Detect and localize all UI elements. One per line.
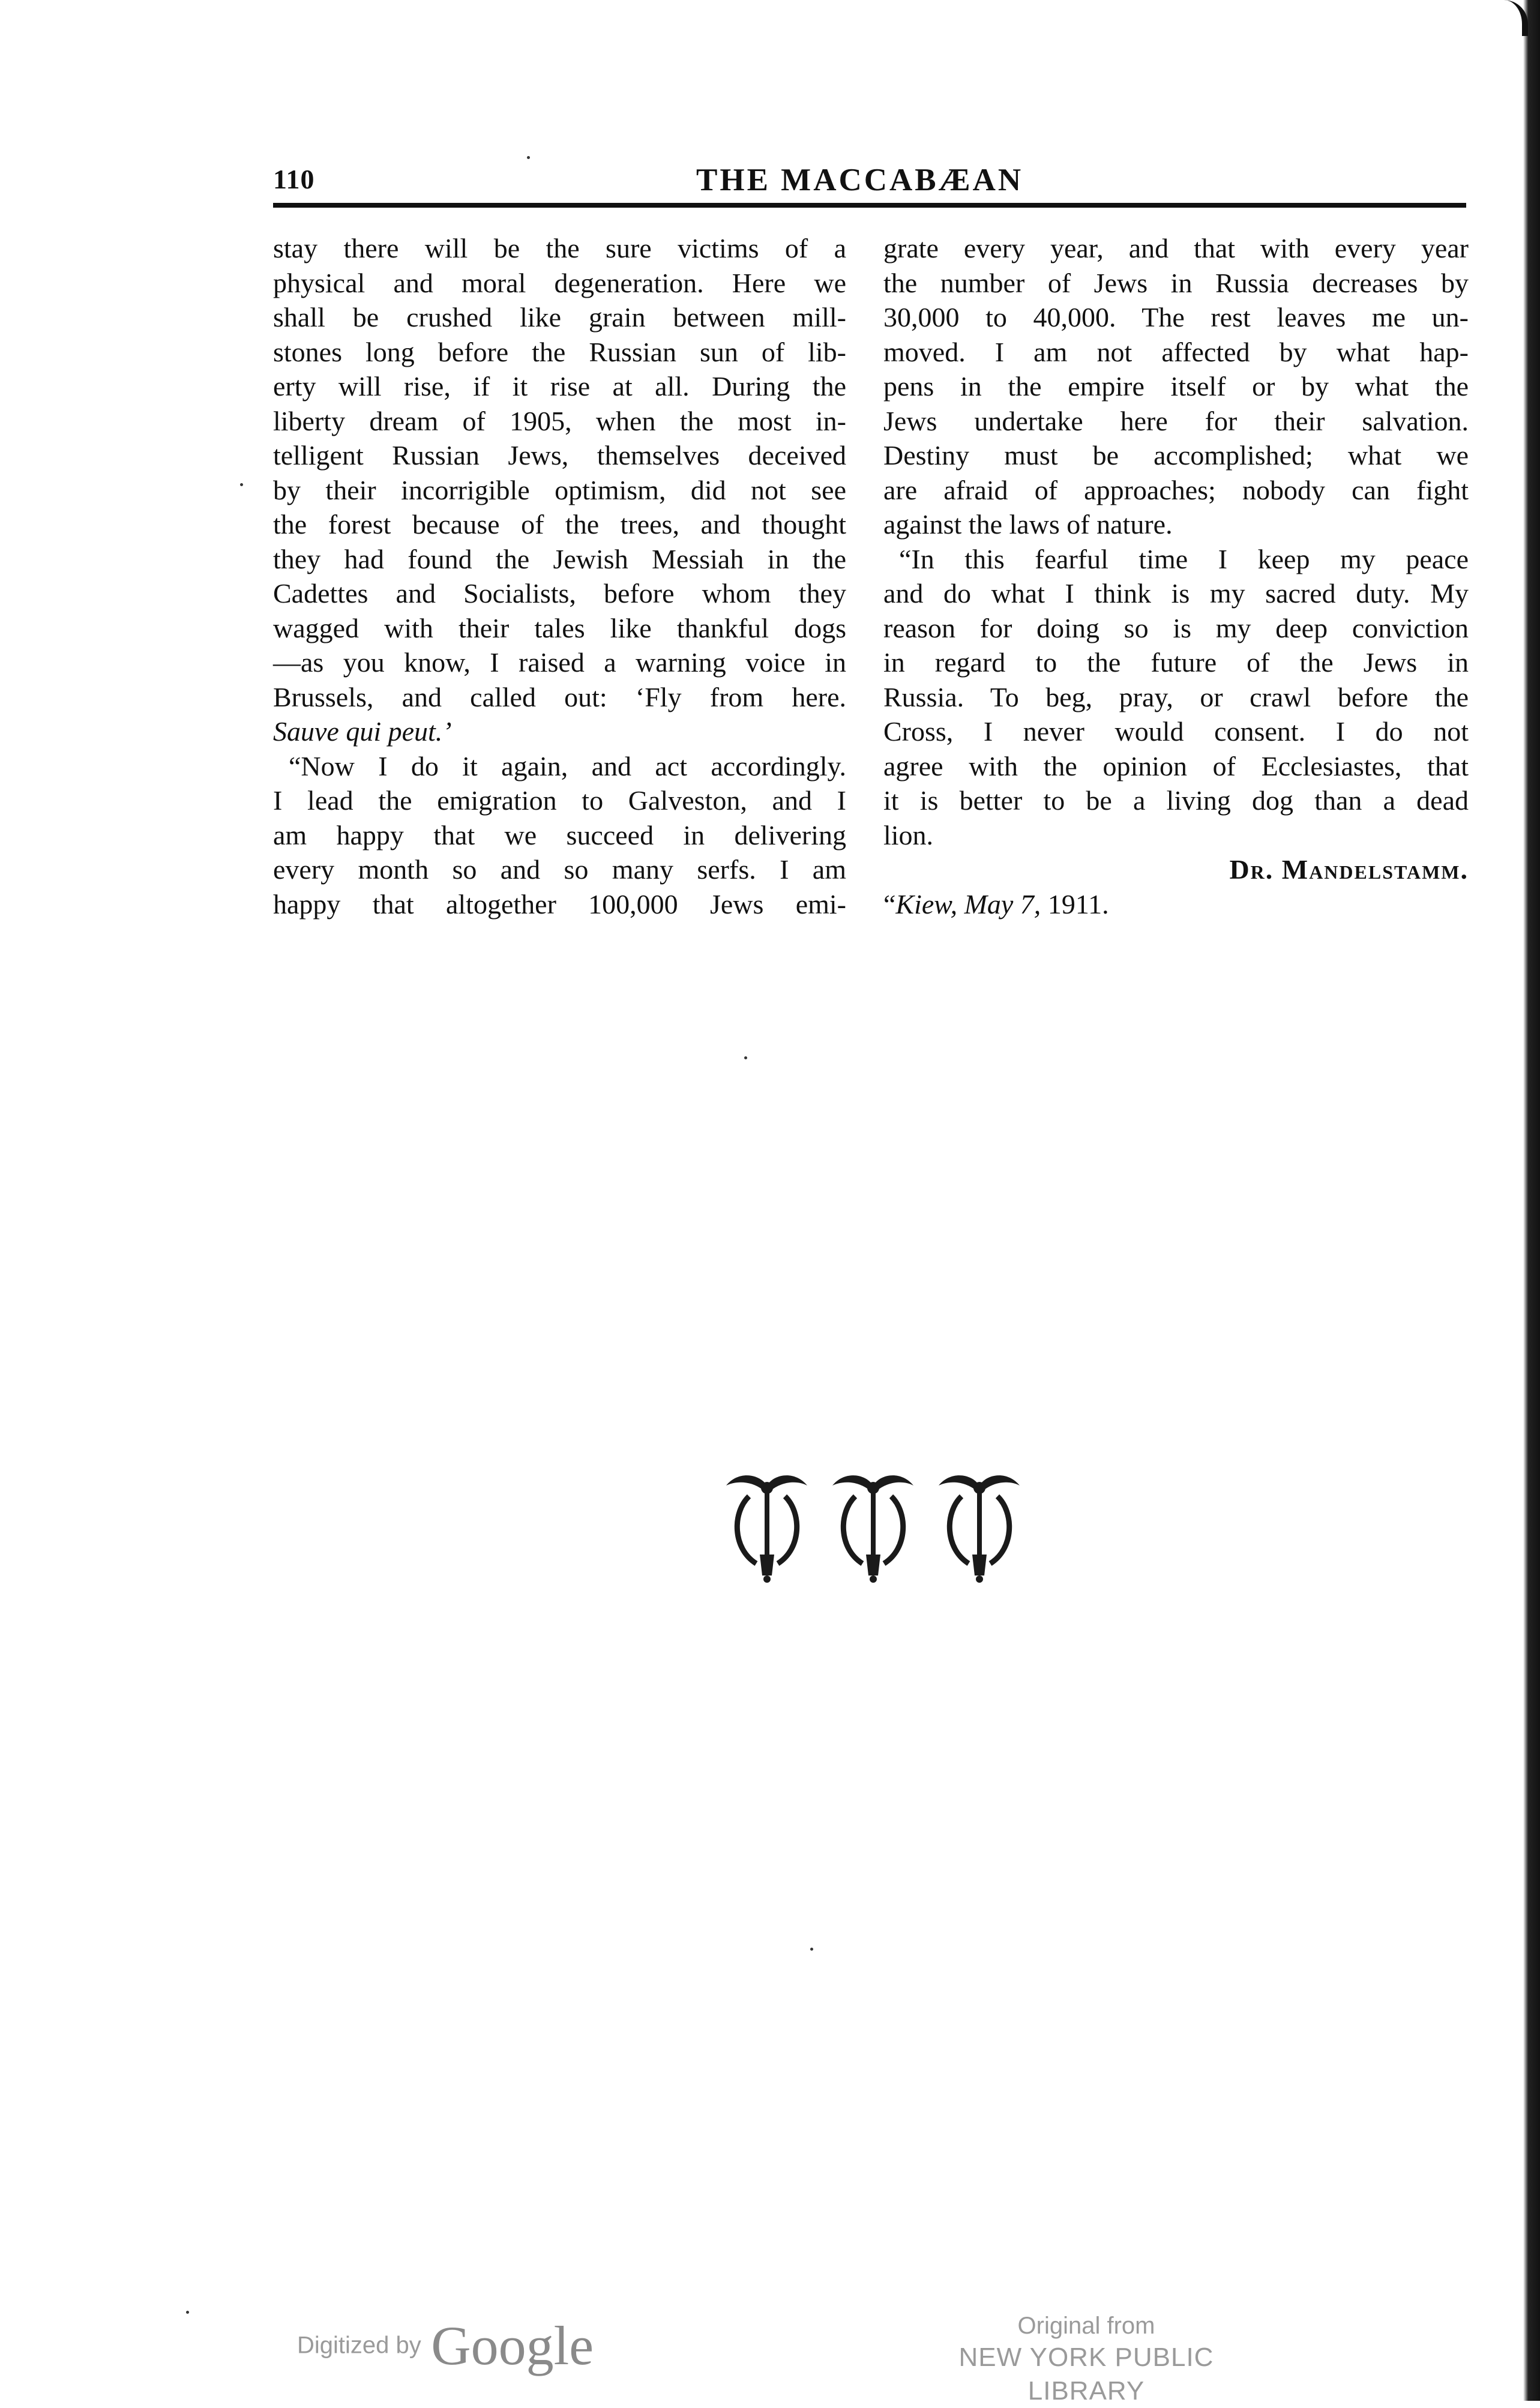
text-line: Brussels, and called out: ‘Fly from here. — [273, 681, 846, 712]
ink-speck — [240, 483, 243, 486]
text-line: Destiny must be accomplished; what we — [883, 440, 1469, 471]
original-from-label: Original from — [1017, 2313, 1155, 2339]
wreath-ornament-icon — [714, 1467, 1032, 1600]
text-line: physical and moral degeneration. Here we — [273, 267, 846, 298]
text-line: by their incorrigible optimism, did not see — [273, 474, 846, 505]
ink-speck — [810, 1948, 813, 1951]
text-line: they had found the Jewish Messiah in the — [273, 543, 846, 574]
text-line: it is better to be a living dog than a dead — [883, 785, 1469, 816]
dateline-quote: “ — [883, 888, 896, 920]
text-line: “Now I do it again, and act accordingly. — [289, 750, 846, 781]
dateline-place-date: Kiew, May 7, — [895, 888, 1041, 920]
text-line: —as you know, I raised a warning voice in — [273, 647, 846, 678]
text-line: telligent Russian Jews, themselves deceived — [273, 440, 846, 471]
running-header — [273, 163, 1467, 199]
text-line: happy that altogether 100,000 Jews emi- — [273, 888, 846, 920]
wreath-motif-icon — [939, 1475, 1020, 1583]
text-line: every month so and so many serfs. I am — [273, 854, 846, 885]
text-line: Russia. To beg, pray, or crawl before the — [883, 681, 1469, 712]
text-line: pens in the empire itself or by what the — [883, 371, 1469, 402]
text-line: stones long before the Russian sun of lib- — [273, 336, 846, 367]
digitized-by-label: Digitized by — [297, 2332, 421, 2359]
text-line: Cadettes and Socialists, before whom they — [273, 578, 846, 609]
page-number: 110 — [273, 164, 315, 194]
text-line-italic: Sauve qui peut.’ — [273, 716, 452, 747]
page-edge-shadow — [1523, 0, 1540, 2401]
text-line: in regard to the future of the Jews in — [883, 647, 1469, 678]
left-column — [273, 231, 846, 921]
text-line: against the laws of nature. — [883, 509, 1173, 540]
text-line: the number of Jews in Russia decreases by — [883, 267, 1469, 298]
text-line: grate every year, and that with every year — [883, 233, 1469, 263]
text-line: agree with the opinion of Ecclesiastes, that — [883, 750, 1469, 781]
text-line: liberty dream of 1905, when the most in- — [273, 405, 846, 436]
signature-line — [883, 852, 1469, 887]
ink-speck — [527, 156, 530, 159]
ink-speck — [186, 2311, 189, 2314]
text-line: I lead the emigration to Galveston, and I — [273, 785, 846, 816]
digitized-credit — [297, 2314, 594, 2377]
signature: Dr. Mandelstamm. — [1229, 854, 1469, 885]
text-line: Jews undertake here for their salvation. — [883, 405, 1469, 436]
text-line: reason for doing so is my deep conviction — [883, 612, 1469, 643]
ink-speck — [744, 1056, 747, 1059]
text-line: and do what I think is my sacred duty. My — [883, 578, 1469, 609]
text-line: Cross, I never would consent. I do not — [883, 716, 1469, 747]
library-name: NEW YORK PUBLIC LIBRARY — [958, 2343, 1214, 2406]
text-line: erty will rise, if it rise at all. During the — [273, 371, 846, 402]
source-credit — [900, 2311, 1272, 2408]
wreath-motif-icon — [726, 1475, 807, 1583]
running-title: THE MACCABÆAN — [696, 163, 1024, 197]
text-line: 30,000 to 40,000. The rest leaves me un- — [883, 302, 1469, 333]
header-rule — [273, 203, 1466, 208]
text-line: “In this fearful time I keep my peace — [899, 543, 1469, 574]
text-line: the forest because of the trees, and thought — [273, 509, 846, 540]
google-logo: Google — [431, 2315, 594, 2376]
text-line: wagged with their tales like thankful dogs — [273, 612, 846, 643]
text-line: moved. I am not affected by what hap- — [883, 336, 1469, 367]
dateline — [883, 887, 1469, 922]
text-line: shall be crushed like grain between mill- — [273, 302, 846, 333]
text-line: are afraid of approaches; nobody can fight — [883, 474, 1469, 505]
dateline-year: 1911. — [1047, 888, 1109, 920]
right-column — [883, 231, 1469, 921]
text-line: am happy that we succeed in delivering — [273, 819, 846, 850]
text-line: stay there will be the sure victims of a — [273, 233, 846, 263]
text-line: lion. — [883, 819, 934, 850]
wreath-motif-icon — [832, 1475, 913, 1583]
